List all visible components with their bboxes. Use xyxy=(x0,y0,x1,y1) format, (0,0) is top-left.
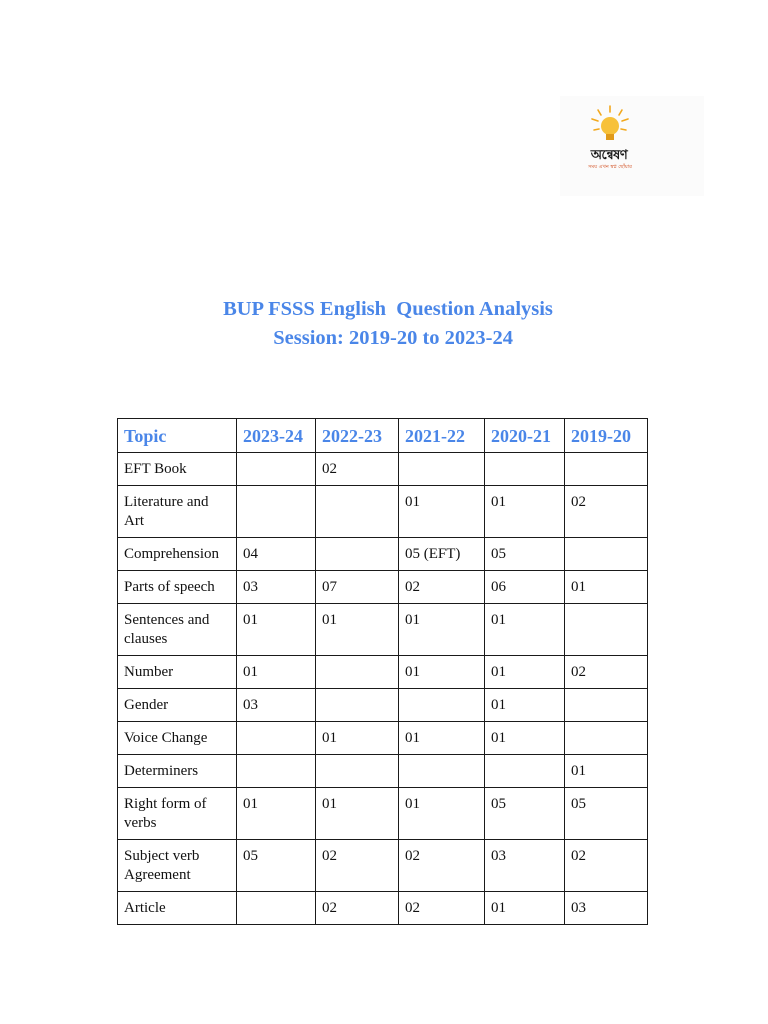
table-row xyxy=(118,788,648,840)
value-cell: 01 xyxy=(399,604,485,656)
value-cell xyxy=(565,722,648,755)
value-cell: 01 xyxy=(237,788,316,840)
topic-cell: Right form of verbs xyxy=(118,788,237,840)
table-row xyxy=(118,689,648,722)
topic-cell: Gender xyxy=(118,689,237,722)
value-cell: 01 xyxy=(399,722,485,755)
table-row xyxy=(118,604,648,656)
value-cell xyxy=(237,892,316,925)
value-cell: 01 xyxy=(399,486,485,538)
value-cell xyxy=(316,755,399,788)
value-cell: 02 xyxy=(399,840,485,892)
value-cell: 01 xyxy=(485,892,565,925)
topic-cell: Number xyxy=(118,656,237,689)
header-2020-21: 2020-21 xyxy=(485,419,565,453)
value-cell: 01 xyxy=(237,604,316,656)
value-cell: 03 xyxy=(565,892,648,925)
lightbulb-icon xyxy=(588,104,632,148)
topic-cell: Literature and Art xyxy=(118,486,237,538)
value-cell: 01 xyxy=(316,788,399,840)
topic-cell: Parts of speech xyxy=(118,571,237,604)
value-cell: 01 xyxy=(485,604,565,656)
value-cell: 02 xyxy=(565,656,648,689)
header-2023-24: 2023-24 xyxy=(237,419,316,453)
table-row xyxy=(118,571,648,604)
value-cell xyxy=(399,453,485,486)
topic-cell: Subject verb Agreement xyxy=(118,840,237,892)
value-cell: 07 xyxy=(316,571,399,604)
value-cell xyxy=(237,722,316,755)
value-cell xyxy=(485,755,565,788)
value-cell: 01 xyxy=(399,656,485,689)
value-cell xyxy=(565,453,648,486)
value-cell: 02 xyxy=(316,892,399,925)
topic-cell: Voice Change xyxy=(118,722,237,755)
value-cell: 03 xyxy=(237,571,316,604)
value-cell xyxy=(565,538,648,571)
table-row xyxy=(118,453,648,486)
value-cell xyxy=(399,689,485,722)
table-row xyxy=(118,538,648,571)
value-cell xyxy=(565,604,648,656)
value-cell: 06 xyxy=(485,571,565,604)
value-cell xyxy=(316,538,399,571)
value-cell xyxy=(565,689,648,722)
question-analysis-table xyxy=(117,418,648,925)
table-row xyxy=(118,656,648,689)
topic-cell: Sentences and clauses xyxy=(118,604,237,656)
topic-cell: Article xyxy=(118,892,237,925)
value-cell xyxy=(485,453,565,486)
value-cell xyxy=(316,689,399,722)
value-cell: 04 xyxy=(237,538,316,571)
value-cell: 02 xyxy=(565,840,648,892)
value-cell xyxy=(237,453,316,486)
value-cell: 01 xyxy=(485,656,565,689)
value-cell: 01 xyxy=(399,788,485,840)
table-row xyxy=(118,486,648,538)
title-line-2: Session: 2019-20 to 2023-24 xyxy=(263,327,513,349)
value-cell: 02 xyxy=(316,840,399,892)
title-line-1: BUP FSSS English Question Analysis xyxy=(223,298,553,320)
header-2022-23: 2022-23 xyxy=(316,419,399,453)
value-cell xyxy=(399,755,485,788)
value-cell: 01 xyxy=(485,689,565,722)
value-cell: 02 xyxy=(399,571,485,604)
topic-cell: Comprehension xyxy=(118,538,237,571)
table-row xyxy=(118,722,648,755)
table-header-row xyxy=(118,419,648,453)
value-cell: 01 xyxy=(316,604,399,656)
value-cell: 01 xyxy=(485,486,565,538)
value-cell: 05 xyxy=(485,538,565,571)
value-cell: 02 xyxy=(316,453,399,486)
value-cell: 02 xyxy=(565,486,648,538)
table-row xyxy=(118,892,648,925)
value-cell: 01 xyxy=(565,571,648,604)
table-row xyxy=(118,840,648,892)
brand-logo xyxy=(560,96,704,196)
topic-cell: Determiners xyxy=(118,755,237,788)
value-cell: 05 xyxy=(485,788,565,840)
value-cell: 01 xyxy=(237,656,316,689)
logo-wordmark: অন্বেষণ xyxy=(590,148,628,163)
table-row xyxy=(118,755,648,788)
value-cell: 05 xyxy=(565,788,648,840)
value-cell: 01 xyxy=(316,722,399,755)
topic-cell: EFT Book xyxy=(118,453,237,486)
page-title xyxy=(0,295,768,353)
header-2021-22: 2021-22 xyxy=(399,419,485,453)
value-cell: 03 xyxy=(485,840,565,892)
logo-tagline: সময় এখন স্বপ্ন ছোঁয়ার xyxy=(588,164,632,170)
value-cell: 01 xyxy=(565,755,648,788)
value-cell xyxy=(316,486,399,538)
header-topic: Topic xyxy=(118,419,237,453)
value-cell: 05 xyxy=(237,840,316,892)
value-cell: 05 (EFT) xyxy=(399,538,485,571)
value-cell: 03 xyxy=(237,689,316,722)
value-cell: 02 xyxy=(399,892,485,925)
value-cell: 01 xyxy=(485,722,565,755)
header-2019-20: 2019-20 xyxy=(565,419,648,453)
value-cell xyxy=(237,486,316,538)
value-cell xyxy=(237,755,316,788)
value-cell xyxy=(316,656,399,689)
